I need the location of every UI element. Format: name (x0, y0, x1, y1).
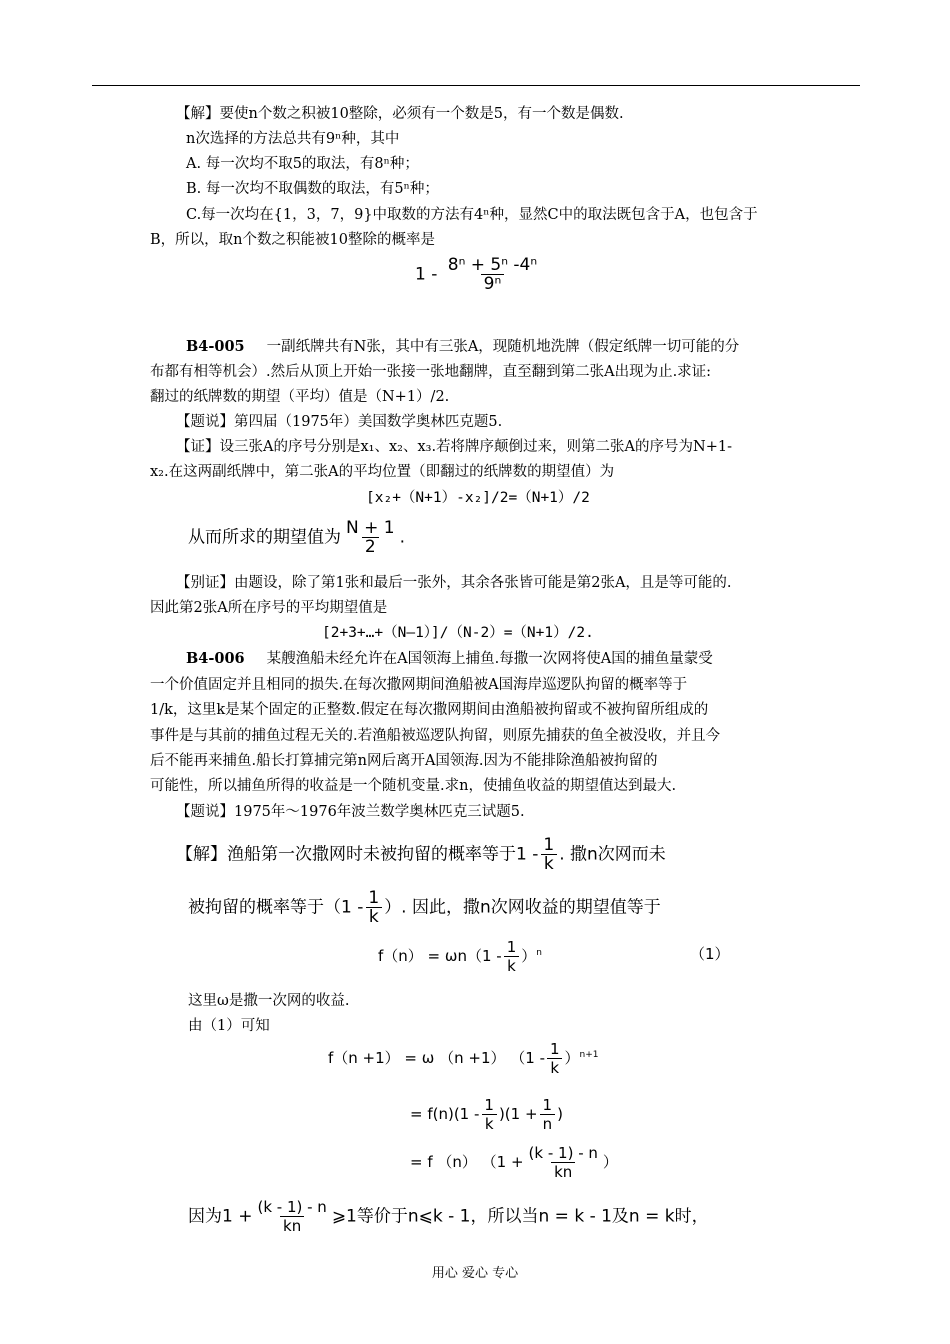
header-rule (92, 85, 860, 86)
text-line: C.每一次均在{1，3，7，9}中取数的方法有4ⁿ种，显然C中的取法既包含于A，也包含于 (186, 207, 758, 223)
text-line: 【题说】1975年～1976年波兰数学奥林匹克三试题5. (176, 804, 525, 820)
text-line: A. 每一次均不取5的取法，有8ⁿ种； (186, 156, 419, 172)
formula-probability: 1 - $\frac{\text{8ⁿ + 5ⁿ -4ⁿ}}{\text{9ⁿ}}$ (415, 255, 538, 294)
problem-b4-005-first-line: B4-005 一副纸牌共有N张，其中有三张A，现随机地洗牌（假定纸牌一切可能的分 (186, 338, 740, 355)
text-line: 可能性，所以捕鱼所得的收益是一个随机变量.求n，使捕鱼收益的期望值达到最大. (150, 778, 677, 794)
text-line: x₂.在这两副纸牌中，第二张A的平均位置（即翻过的纸牌数的期望值）为 (150, 464, 615, 480)
text-line: n次选择的方法总共有9ⁿ种，其中 (186, 131, 400, 147)
text-line: 后不能再来捕鱼.船长打算捕完第n网后离开A国领海.因为不能排除渔船被拘留的 (150, 753, 658, 769)
text-line: 一个价值固定并且相同的损失.在每次撒网期间渔船被A国海岸巡逻队拘留的概率等于 (150, 677, 688, 693)
equation-number: （1） (690, 945, 730, 963)
text-line: B，所以，取n个数之积能被10整除的概率是 (150, 232, 435, 248)
text-line: 布都有相等机会）.然后从顶上开始一张接一张地翻牌，直至翻到第二张A出现为止.求证: (150, 364, 712, 380)
solution-line-2: 被拘留的概率等于（1 - $\frac{1}{k}$ ）. 因此，撒n次网收益的期望值等于 (188, 888, 661, 927)
text-line: 由（1）可知 (188, 1018, 270, 1034)
text-line: 【题说】第四届（1975年）美国数学奥林匹克题5. (176, 414, 503, 430)
page-footer: 用心 爱心 专心 (431, 1266, 519, 1281)
formula-f-n: f（n） = ωn（1 - $\frac{1}{k}$ ）$^n$ (378, 938, 542, 975)
text-line: 事件是与其前的捕鱼过程无关的.若渔船被巡逻队拘留，则原先捕获的鱼全被没收，并且今 (150, 728, 721, 744)
problem-code: B4-006 (186, 650, 245, 667)
expectation-line: 从而所求的期望值为 $\frac{N + 1}{2}$ . (188, 518, 405, 557)
problem-b4-006-first-line: B4-006 某艘渔船未经允许在A国领海上捕鱼.每撒一次网将使A国的捕鱼量蒙受 (186, 650, 713, 667)
formula-f-n-plus-1: f（n +1） = ω （n +1） （1 - $\frac{1}{k}$ ）$^{n+1}$ (328, 1040, 599, 1077)
text-line: 1/k，这里k是某个固定的正整数.假定在每次撒网期间由渔船被拘留或不被拘留所组成的 (150, 702, 709, 718)
text-line: 【证】设三张A的序号分别是x₁、x₂、x₃.若将牌序颠倒过来，则第二张A的序号为N+1- (176, 439, 732, 455)
conclusion-line: 因为1 + $\frac{(k - 1) - n}{kn}$ ⩾1等价于n⩽k - 1，所以当n = k - 1及n = k时， (188, 1198, 709, 1235)
text-line: B. 每一次均不取偶数的取法，有5ⁿ种； (186, 181, 439, 197)
text-line: 【别证】由题设，除了第1张和最后一张外，其余各张皆可能是第2张A，且是等可能的. (176, 575, 732, 591)
text-line: 【解】要使n个数之积被10整除，必须有一个数是5，有一个数是偶数. (176, 106, 624, 122)
equation: [2+3+…+（N—1）]/（N-2）=（N+1）/2. (322, 625, 594, 641)
solution-line-1: 【解】渔船第一次撒网时未被拘留的概率等于1 - $\frac{1}{k}$ . 撒n次网而未 (176, 835, 666, 874)
text-line: 翻过的纸牌数的期望（平均）值是（N+1）/2. (150, 389, 450, 405)
equation: [x₂+（N+1）-x₂]/2=（N+1）/2 (366, 490, 590, 506)
formula-step-2: = f(n)(1 - $\frac{1}{k}$ )(1 + $\frac{1}{n}$ ) (410, 1096, 563, 1133)
text-line: 因此第2张A所在序号的平均期望值是 (150, 600, 388, 616)
problem-code: B4-005 (186, 338, 245, 355)
text-line: 这里ω是撒一次网的收益. (188, 993, 350, 1009)
formula-step-3: = f （n） （1 + $\frac{(k - 1) - n}{kn}$ ） (410, 1144, 618, 1181)
